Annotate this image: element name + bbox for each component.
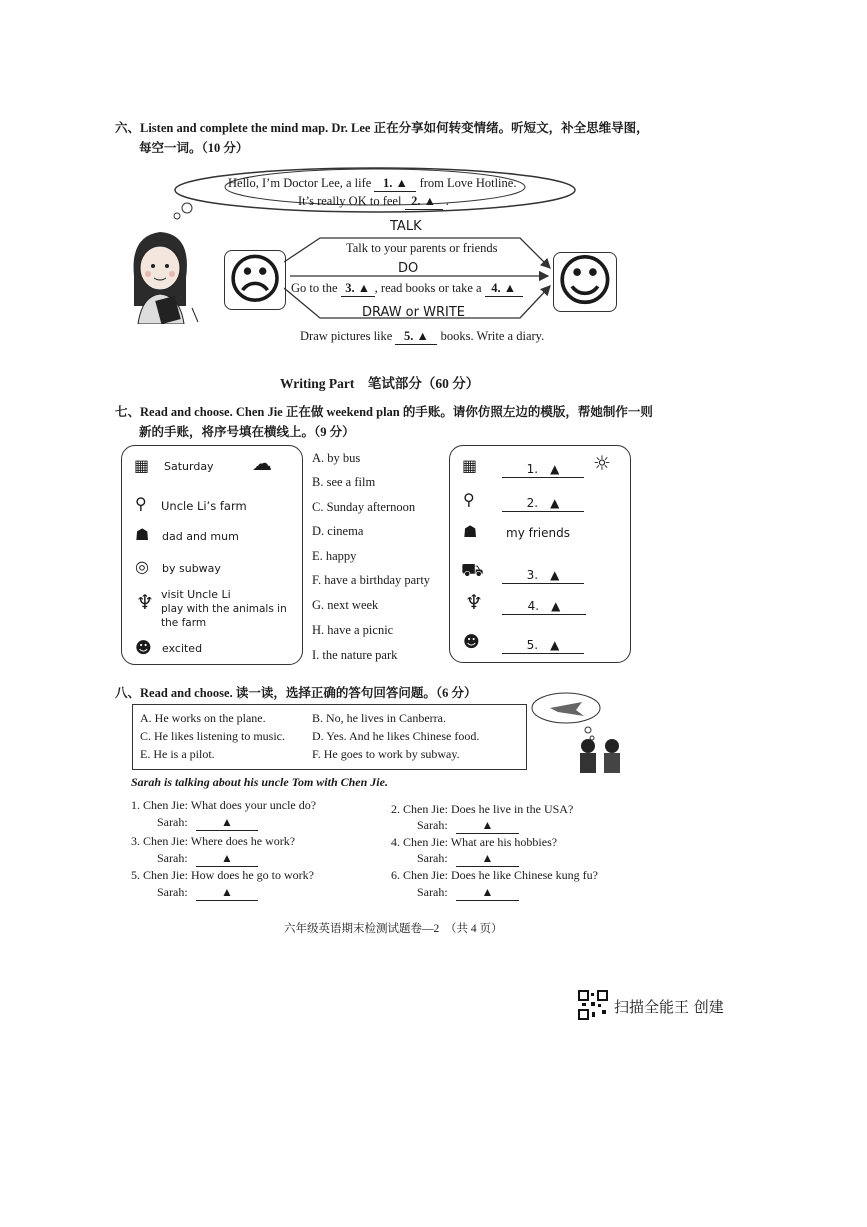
answer-blank-4[interactable]: ▲: [456, 851, 519, 867]
people-icon: ☗: [135, 525, 150, 544]
pilot-illustration: [528, 688, 628, 774]
feeling-icon: ☻: [135, 638, 152, 657]
planner-blank-2[interactable]: 2. ▲: [502, 494, 584, 512]
bus-icon: ⛟: [461, 560, 484, 581]
blank-1[interactable]: 1. ▲: [374, 176, 416, 192]
option-e: E. happy: [312, 549, 357, 563]
section7-heading: 七、Read and choose. Chen Jie 正在做 weekend plan 的手账。请你仿照左边的模版，帮她制作一则: [115, 405, 653, 419]
template-people: dad and mum: [162, 530, 239, 543]
do-text: Go to the 3. ▲ , read books or take a 4. ▲: [291, 281, 523, 297]
option-h: H. have a picnic: [312, 623, 394, 637]
cloud-line-1: Hello, I’m Doctor Lee, a life 1. ▲ from Love Hotline.: [228, 176, 517, 190]
template-activity-2: play with the animals in: [161, 603, 287, 615]
feeling-icon: ☻: [463, 632, 480, 651]
cloud-line-2: It’s really OK to feel 2. ▲ .: [298, 194, 449, 208]
dialogue-intro: Sarah is talking about his uncle Tom with Chen Jie.: [131, 775, 388, 789]
section6-heading: 六、Listen and complete the mind map. Dr. Lee 正在分享如何转变情绪。听短文，补全思维导图，: [115, 121, 649, 135]
talk-text: Talk to your parents or friends: [346, 241, 498, 255]
doctor-illustration: [120, 226, 200, 324]
answer-label-6: Sarah:: [417, 885, 448, 899]
question-5: 5. Chen Jie: How does he go to work?: [131, 868, 314, 882]
talk-title: TALK: [390, 219, 422, 234]
people-icon: ☗: [463, 522, 478, 541]
answer-label-1: Sarah:: [157, 815, 188, 829]
option-d: D. cinema: [312, 524, 364, 538]
happy-face-icon: ☺: [553, 252, 617, 312]
section8-heading: 八、Read and choose. 读一读，选择正确的答句回答问题。（6 分）: [115, 686, 477, 700]
sun-icon: ☼: [593, 451, 611, 475]
planner-blank-1[interactable]: 1. ▲: [502, 460, 584, 478]
question-4: 4. Chen Jie: What are his hobbies?: [391, 835, 558, 849]
question-1: 1. Chen Jie: What does your uncle do?: [131, 798, 317, 812]
page-footer: 六年级英语期末检测试题卷—2 （共 4 页）: [284, 923, 503, 935]
choice-b: B. No, he lives in Canberra.: [312, 711, 446, 725]
blank-2[interactable]: 2. ▲: [405, 194, 443, 210]
question-3: 3. Chen Jie: Where does he work?: [131, 834, 296, 848]
option-a: A. by bus: [312, 451, 361, 465]
question-2: 2. Chen Jie: Does he live in the USA?: [391, 802, 574, 816]
answer-label-2: Sarah:: [417, 818, 448, 832]
answer-blank-6[interactable]: ▲: [456, 885, 519, 901]
choice-c: C. He likes listening to music.: [140, 729, 285, 743]
answer-blank-3[interactable]: ▲: [196, 851, 258, 867]
cloud-weather-icon: ☁: [252, 451, 272, 475]
option-g: G. next week: [312, 598, 379, 612]
location-icon: ⚲: [135, 494, 147, 513]
choice-f: F. He goes to work by subway.: [312, 747, 460, 761]
question-6: 6. Chen Jie: Does he like Chinese kung fu?: [391, 868, 598, 882]
template-activity-1: visit Uncle Li: [161, 588, 231, 601]
planner-people: my friends: [506, 526, 570, 540]
section7-heading-line2: 新的手账，将序号填在横线上。（9 分）: [139, 425, 355, 439]
scanner-watermark: 扫描全能王 创建: [614, 998, 724, 1016]
blank-4[interactable]: 4. ▲: [485, 281, 523, 297]
planner-blank-5[interactable]: 5. ▲: [502, 636, 584, 654]
template-place: Uncle Li’s farm: [161, 499, 247, 513]
choice-e: E. He is a pilot.: [140, 747, 215, 761]
answer-label-5: Sarah:: [157, 885, 188, 899]
option-c: C. Sunday afternoon: [312, 500, 416, 514]
draw-title: DRAW or WRITE: [362, 305, 465, 320]
answer-label-3: Sarah:: [157, 851, 188, 865]
activity-icon: ♆: [136, 590, 154, 614]
choice-d: D. Yes. And he likes Chinese food.: [312, 729, 480, 743]
do-title: DO: [398, 261, 419, 276]
answer-blank-5[interactable]: ▲: [196, 885, 258, 901]
template-planner-box: [121, 445, 303, 665]
template-feeling: excited: [162, 642, 203, 655]
option-f: F. have a birthday party: [312, 573, 431, 587]
sad-face-icon: ☹: [224, 250, 286, 310]
subway-icon: ◎: [135, 557, 149, 576]
calendar-icon: ▦: [134, 456, 150, 475]
option-i: I. the nature park: [312, 648, 398, 662]
draw-text: Draw pictures like 5. ▲ books. Write a diary.: [300, 329, 545, 343]
planner-blank-3[interactable]: 3. ▲: [502, 566, 584, 584]
writing-part-title: Writing Part 笔试部分（60 分）: [280, 376, 480, 391]
template-day: Saturday: [164, 460, 214, 473]
blank-5[interactable]: 5. ▲: [395, 329, 437, 345]
qr-code-icon: [578, 990, 608, 1020]
activity-icon: ♆: [465, 590, 483, 614]
calendar-icon: ▦: [462, 456, 478, 475]
location-icon: ⚲: [463, 490, 475, 509]
answer-blank-2[interactable]: ▲: [456, 818, 519, 834]
section6-heading-line2: 每空一词。（10 分）: [139, 141, 249, 155]
answer-label-4: Sarah:: [417, 851, 448, 865]
planner-blank-4[interactable]: 4. ▲: [502, 597, 586, 615]
blank-3[interactable]: 3. ▲: [341, 281, 375, 297]
template-activity-3: the farm: [161, 617, 207, 629]
choice-a: A. He works on the plane.: [140, 711, 266, 725]
template-transport: by subway: [162, 562, 221, 575]
answer-blank-1[interactable]: ▲: [196, 815, 258, 831]
option-b: B. see a film: [312, 475, 376, 489]
